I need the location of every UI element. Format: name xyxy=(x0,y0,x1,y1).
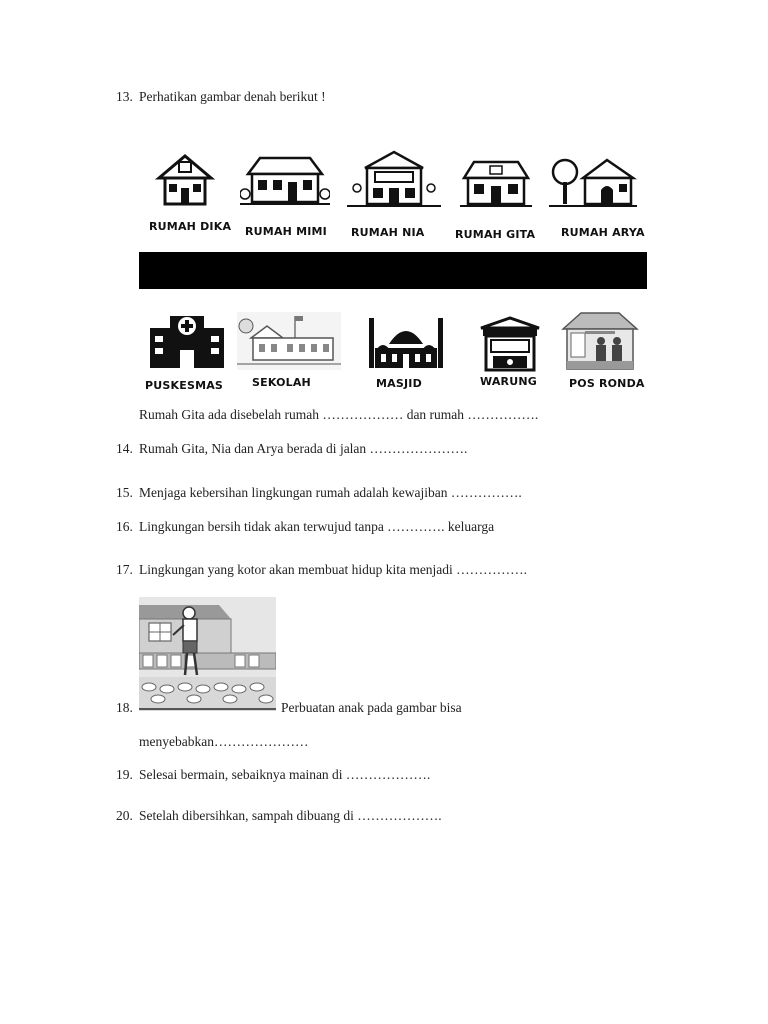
house-icon xyxy=(549,154,637,208)
house-icon xyxy=(347,150,441,208)
shop-icon xyxy=(479,316,541,372)
map-label: RUMAH MIMI xyxy=(245,225,327,238)
child-littering-illustration xyxy=(139,597,276,711)
map-label: SEKOLAH xyxy=(252,376,311,389)
mosque-icon xyxy=(365,312,447,370)
map-label: POS RONDA xyxy=(569,377,645,390)
question-text: Perbuatan anak pada gambar bisa xyxy=(281,700,462,715)
house-icon xyxy=(460,156,532,208)
question-text: Lingkungan yang kotor akan membuat hidup kita menjadi ……………. xyxy=(139,562,528,577)
road xyxy=(139,252,647,289)
map-label: RUMAH DIKA xyxy=(149,220,232,233)
map-label: PUSKESMAS xyxy=(145,379,224,392)
question-text: Setelah dibersihkan, sampah dibuang di ………………. xyxy=(139,808,442,823)
question-number: 13. xyxy=(116,89,133,104)
hospital-icon xyxy=(146,312,228,368)
question-number: 19. xyxy=(116,767,133,782)
question-number: 20. xyxy=(116,808,133,823)
question-text: Menjaga kebersihan lingkungan rumah adalah kewajiban ……………. xyxy=(139,485,522,500)
question-number: 15. xyxy=(116,485,133,500)
question-number: 14. xyxy=(116,441,133,456)
map-label: WARUNG xyxy=(480,375,537,388)
question-text: Lingkungan bersih tidak akan terwujud tanpa …………. keluarga xyxy=(139,519,495,534)
question-text: Rumah Gita ada disebelah rumah ……………… dan rumah ……………. xyxy=(139,407,539,422)
house-icon xyxy=(240,152,330,206)
question-number: 18. xyxy=(116,700,133,715)
question-text: menyebabkan………………… xyxy=(139,734,309,749)
question-text: Rumah Gita, Nia dan Arya berada di jalan …………………. xyxy=(139,441,468,456)
map-label: RUMAH NIA xyxy=(351,226,425,239)
question-text: Selesai bermain, sebaiknya mainan di ………………. xyxy=(139,767,431,782)
question-number: 16. xyxy=(116,519,133,534)
map-label: MASJID xyxy=(376,377,422,390)
question-text: Perhatikan gambar denah berikut ! xyxy=(139,89,326,104)
house-icon xyxy=(155,152,215,206)
question-number: 17. xyxy=(116,562,133,577)
guard-post-icon xyxy=(561,311,639,371)
school-icon xyxy=(237,312,341,370)
map-label: RUMAH ARYA xyxy=(561,226,645,239)
map-label: RUMAH GITA xyxy=(455,228,536,241)
